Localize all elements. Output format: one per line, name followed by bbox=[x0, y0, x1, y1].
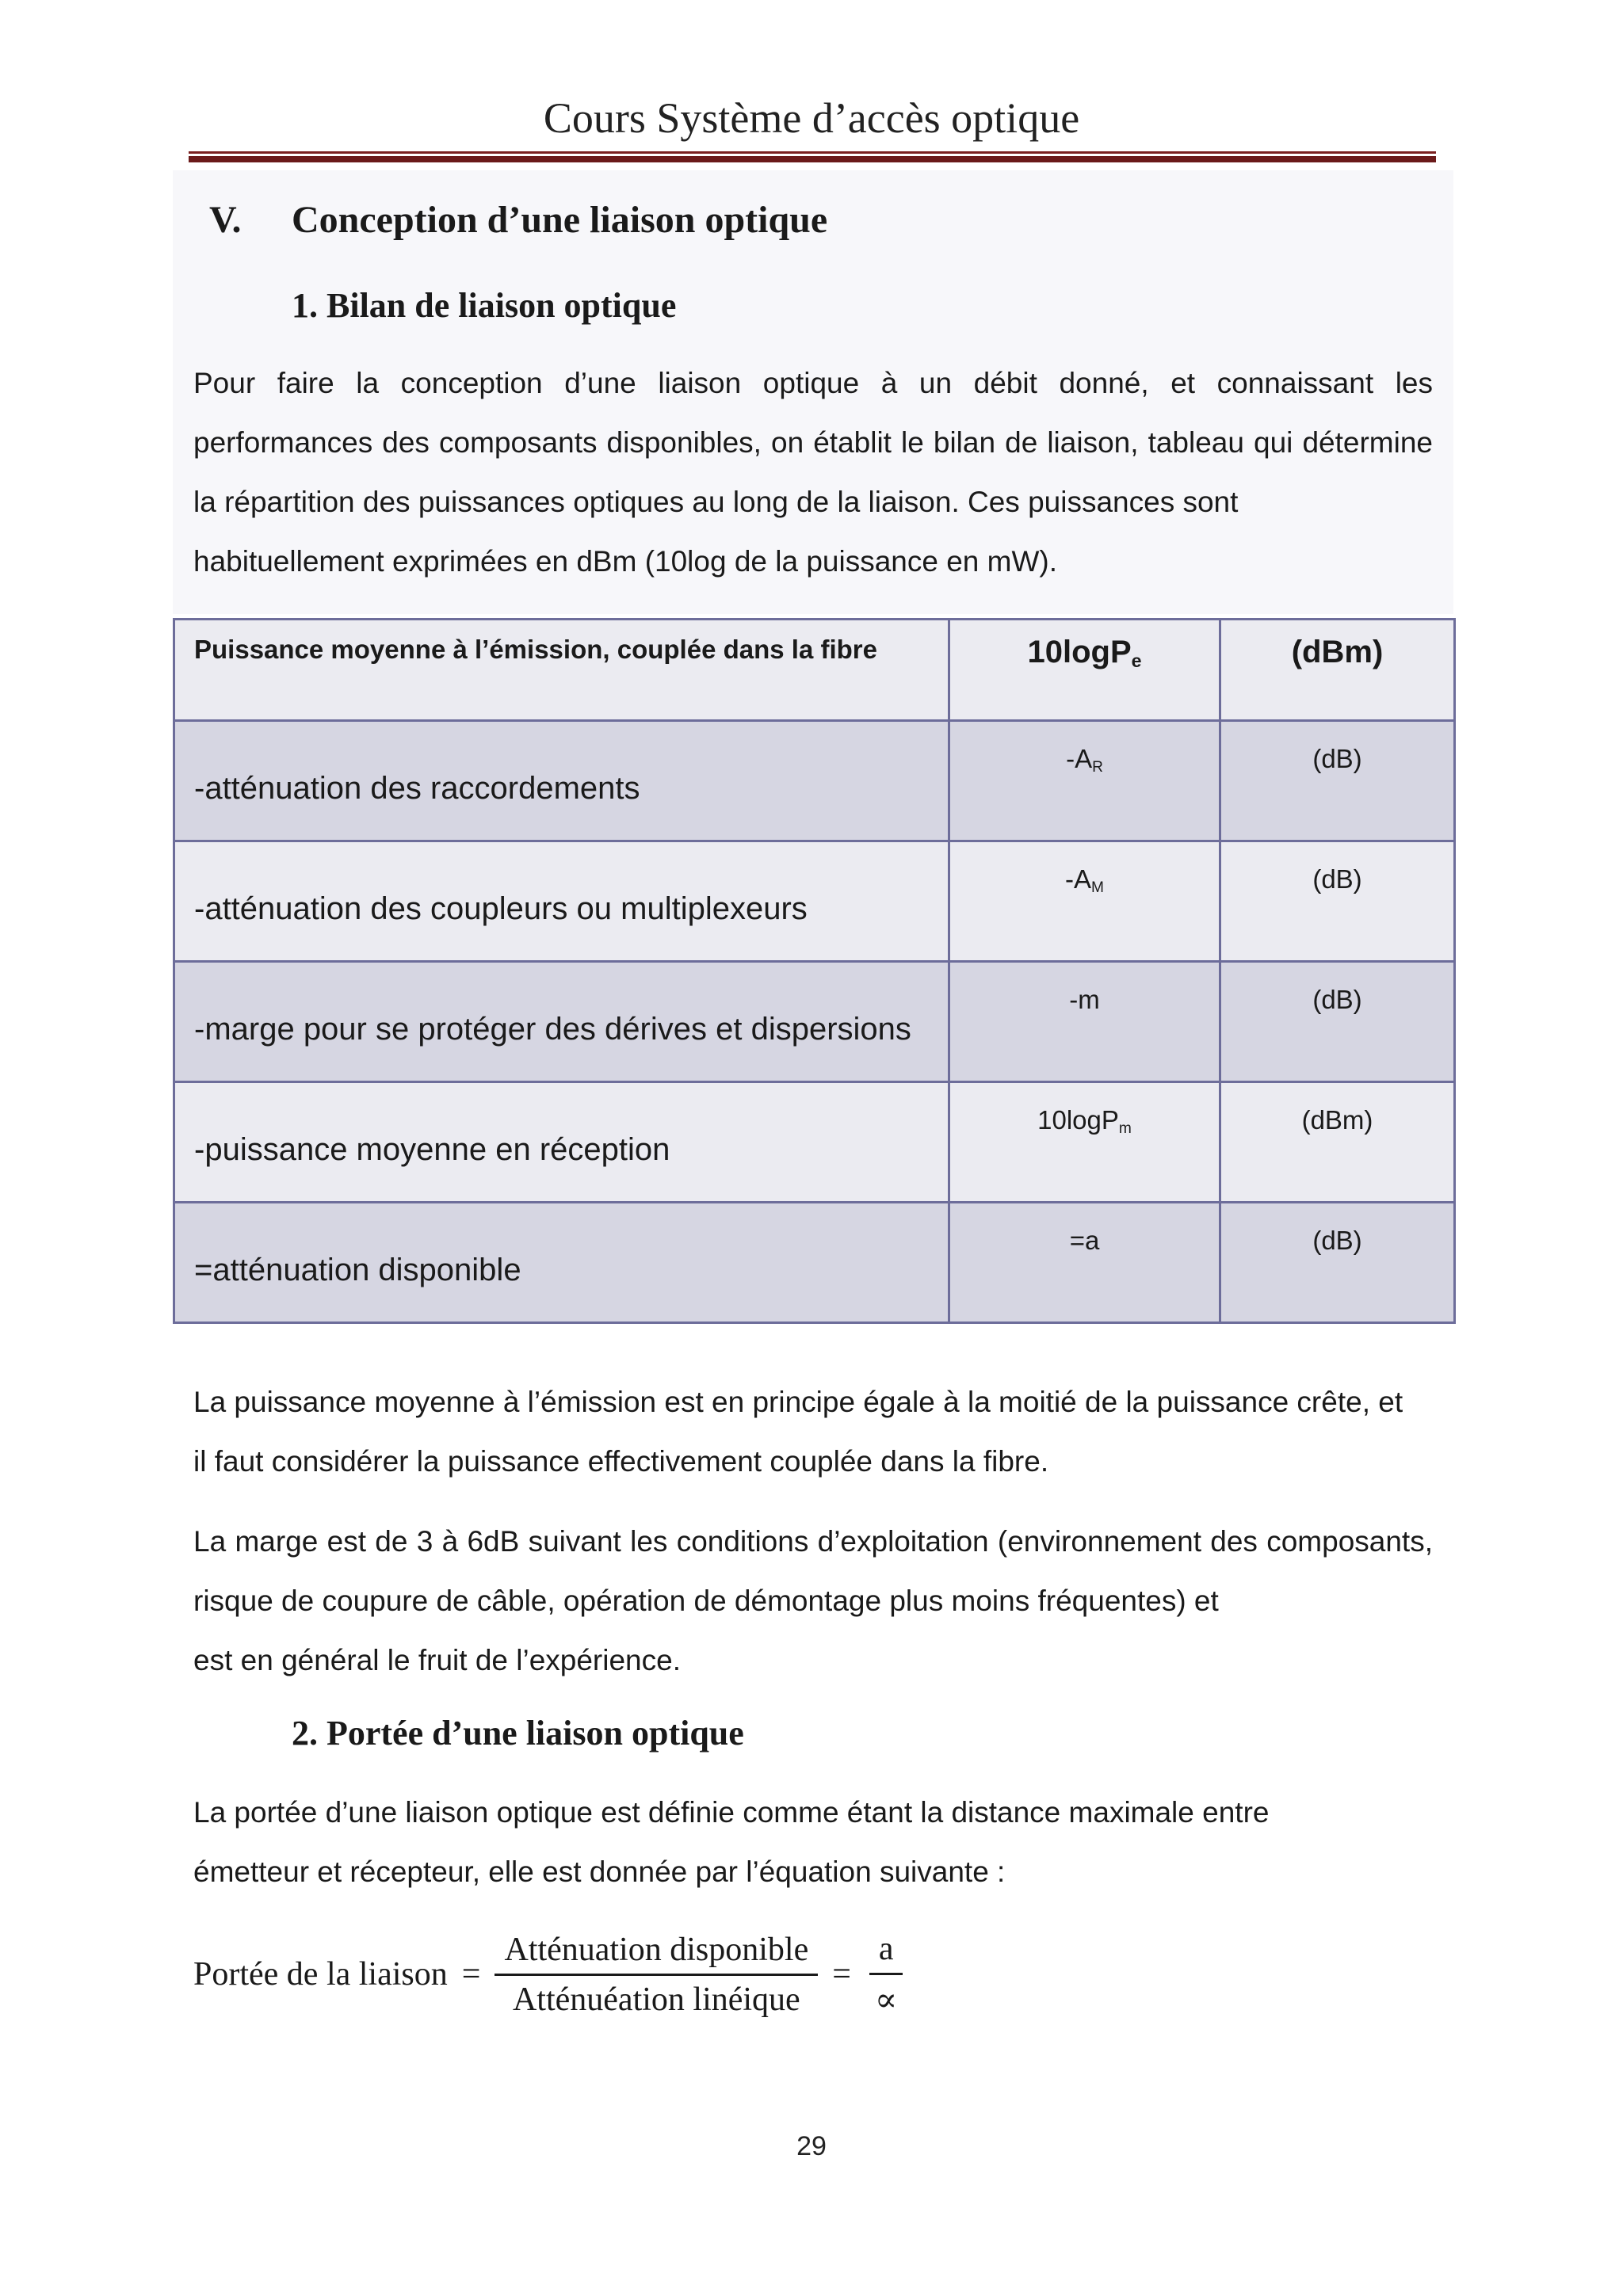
page-header-title: Cours Système d’accès optique bbox=[543, 94, 1080, 142]
page-number: 29 bbox=[796, 2131, 827, 2161]
table-row-label: -puissance moyenne en réception bbox=[174, 1082, 949, 1203]
formula-denominator: Atténuéation linéique bbox=[512, 1981, 800, 2018]
header-rule-thin bbox=[189, 151, 1436, 154]
table-row bbox=[174, 841, 1455, 962]
paragraph-1 bbox=[193, 353, 1433, 591]
paragraph-4-last-line: émetteur et récepteur, elle est donnée par l’équation suivante : bbox=[193, 1855, 1006, 1888]
formula-numerator: Atténuation disponible bbox=[495, 1931, 818, 1976]
paragraph-4-body: La portée d’une liaison optique est définie comme étant la distance maximale entre bbox=[193, 1796, 1270, 1829]
range-formula bbox=[193, 1927, 918, 2022]
table-row bbox=[174, 962, 1455, 1082]
table-row-unit: (dB) bbox=[1220, 1203, 1455, 1323]
table-row bbox=[174, 1082, 1455, 1203]
subsection-heading-2: 2. Portée d’une liaison optique bbox=[292, 1714, 744, 1753]
paragraph-3-body: La marge est de 3 à 6dB suivant les conditions d’exploitation (environnement des composants, risque de coupure de câble, opération de démontage plus moins fréquentes) et bbox=[193, 1525, 1433, 1617]
table-header-unit: (dBm) bbox=[1220, 620, 1455, 721]
formula-fraction-1 bbox=[495, 1931, 818, 2019]
paragraph-3 bbox=[193, 1512, 1433, 1690]
formula-lhs: Portée de la liaison bbox=[193, 1956, 448, 1993]
subsection-heading-1: 1. Bilan de liaison optique bbox=[292, 286, 677, 325]
paragraph-2-body: La puissance moyenne à l’émission est en principe égale à la moitié de la puissance crête, et bbox=[193, 1386, 1403, 1418]
section-number: V. bbox=[209, 199, 242, 241]
paragraph-1-body: Pour faire la conception d’une liaison optique à un débit donné, et connaissant les performances des composants disponibles, on établit le bilan de liaison, tableau qui détermine la répartition des puissances optiques au long de la liaison. Ces puissances sont bbox=[193, 367, 1433, 518]
table-header-label: Puissance moyenne à l’émission, couplée dans la fibre bbox=[174, 620, 949, 721]
table-row-label: -marge pour se protéger des dérives et dispersions bbox=[174, 962, 949, 1082]
table-row-value: =a bbox=[949, 1203, 1220, 1323]
paragraph-3-last-line: est en général le fruit de l’expérience. bbox=[193, 1644, 681, 1676]
table-row-value: -m bbox=[949, 962, 1220, 1082]
table-row bbox=[174, 721, 1455, 841]
formula-equals-2: = bbox=[832, 1956, 851, 1993]
formula-equals-1: = bbox=[461, 1956, 481, 1993]
paragraph-4 bbox=[193, 1783, 1433, 1901]
table-row-unit: (dBm) bbox=[1220, 1082, 1455, 1203]
table-row bbox=[174, 1203, 1455, 1323]
table-row-label: -atténuation des raccordements bbox=[174, 721, 949, 841]
paragraph-2-last-line: il faut considérer la puissance effectivement couplée dans la fibre. bbox=[193, 1445, 1049, 1478]
table-header-row bbox=[174, 620, 1455, 721]
table-row-unit: (dB) bbox=[1220, 841, 1455, 962]
table-row-unit: (dB) bbox=[1220, 721, 1455, 841]
table-row-label: =atténuation disponible bbox=[174, 1203, 949, 1323]
table-row-value: $-A_R$ bbox=[949, 721, 1220, 841]
table-header-value: 10logP$_e$ bbox=[949, 620, 1220, 721]
header-rule-thick bbox=[189, 156, 1436, 162]
section-heading bbox=[209, 198, 827, 242]
table-row-unit: (dB) bbox=[1220, 962, 1455, 1082]
formula-fraction-2 bbox=[865, 1930, 907, 2019]
formula-numerator-2: a bbox=[869, 1930, 903, 1975]
table-row-value: $-A_M$ bbox=[949, 841, 1220, 962]
section-title: Conception d’une liaison optique bbox=[292, 199, 828, 241]
link-budget-table bbox=[173, 618, 1456, 1324]
table-row-label: -atténuation des coupleurs ou multiplexeurs bbox=[174, 841, 949, 962]
paragraph-2 bbox=[193, 1372, 1433, 1491]
paragraph-1-last-line: habituellement exprimées en dBm (10log de la puissance en mW). bbox=[193, 545, 1058, 578]
formula-denominator-2: ∝ bbox=[874, 1981, 898, 2019]
table-row-value: 10logP$_m$ bbox=[949, 1082, 1220, 1203]
